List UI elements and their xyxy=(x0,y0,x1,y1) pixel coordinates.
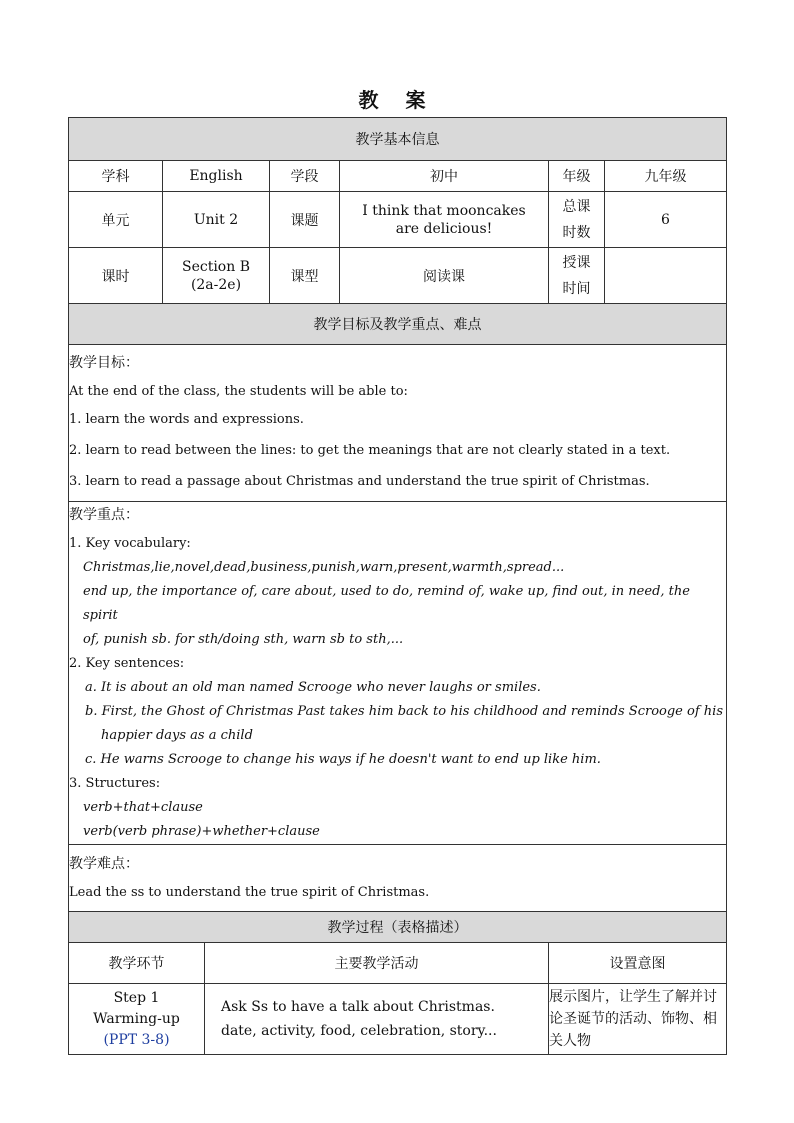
page-title: 教 案 xyxy=(358,88,436,112)
step1-activity xyxy=(205,984,549,1055)
lesson-type-value: 阅读课 xyxy=(340,248,549,304)
total-hours-value: 6 xyxy=(605,192,727,248)
total-hours-label xyxy=(549,192,605,248)
key-sentence-continued: happier days as a child xyxy=(101,728,253,743)
step1-activity-line: date, activity, food, celebration, story... xyxy=(221,1023,497,1039)
total-hours-label-line1: 总课 xyxy=(562,198,591,215)
key-sentence: c. He warns Scrooge to change his ways if he doesn't want to end up like him. xyxy=(85,752,601,767)
key-sentence: a. It is about an old man named Scrooge who never laughs or smiles. xyxy=(85,680,541,695)
unit-label: 单元 xyxy=(69,192,163,248)
topic-value: I think that mooncakes are delicious! xyxy=(340,192,549,248)
unit-value: Unit 2 xyxy=(163,192,270,248)
period-label: 课时 xyxy=(69,248,163,304)
class-time-label-line2: 时间 xyxy=(562,280,591,297)
difficulty-text: Lead the ss to understand the true spirit of Christmas. xyxy=(69,885,430,900)
section-header-process: 教学过程（表格描述） xyxy=(69,912,727,943)
objectives-cell xyxy=(69,345,727,502)
period-value xyxy=(163,248,270,304)
grade-value: 九年级 xyxy=(605,161,727,192)
difficulty-heading: 教学难点： xyxy=(69,856,139,872)
step1-subtitle: Warming-up xyxy=(93,1010,180,1027)
class-time-label-line1: 授课 xyxy=(562,254,591,271)
topic-label: 课题 xyxy=(270,192,340,248)
stage-value: 初中 xyxy=(340,161,549,192)
step1-ppt-ref: (PPT 3-8) xyxy=(103,1031,170,1048)
step1-title: Step 1 xyxy=(113,989,160,1006)
process-header-activity: 主要教学活动 xyxy=(205,943,549,984)
difficulty-cell xyxy=(69,845,727,912)
key-sentences-title: 2. Key sentences: xyxy=(69,656,185,671)
section-header-basic-info: 教学基本信息 xyxy=(69,118,727,161)
step1-purpose: 展示图片，让学生了解并讨论圣诞节的活动、饰物、相关人物 xyxy=(549,984,727,1055)
objectives-heading: 教学目标： xyxy=(69,354,139,371)
objective-item: 1. learn the words and expressions. xyxy=(69,411,304,427)
process-header-purpose: 设置意图 xyxy=(549,943,727,984)
process-header-step: 教学环节 xyxy=(69,943,205,984)
step1-name xyxy=(69,984,205,1055)
section-header-goals: 教学目标及教学重点、难点 xyxy=(69,304,727,345)
stage-label: 学段 xyxy=(270,161,340,192)
key-points-cell xyxy=(69,502,727,845)
key-points-heading: 教学重点： xyxy=(69,507,139,523)
structure-item: verb+that+clause xyxy=(83,800,203,815)
class-time-value xyxy=(605,248,727,304)
key-vocabulary-line: of, punish sb. for sth/doing sth, warn sb to sth,... xyxy=(83,632,404,647)
subject-value: English xyxy=(163,161,270,192)
period-value-line1: Section B xyxy=(181,258,250,275)
structure-item: verb(verb phrase)+whether+clause xyxy=(83,824,320,839)
period-value-line2: (2a-2e) xyxy=(190,276,242,293)
objectives-intro: At the end of the class, the students will be able to: xyxy=(69,383,408,399)
lesson-plan-table xyxy=(68,117,727,1055)
total-hours-label-line2: 时数 xyxy=(562,224,591,241)
subject-label: 学科 xyxy=(69,161,163,192)
key-sentence: b. First, the Ghost of Christmas Past takes him back to his childhood and reminds Scrooge of his xyxy=(85,704,723,719)
key-vocabulary-line: end up, the importance of, care about, used to do, remind of, wake up, find out, in need, the spirit xyxy=(83,584,690,623)
objective-item: 3. learn to read a passage about Christmas and understand the true spirit of Christmas. xyxy=(69,473,650,489)
class-time-label xyxy=(549,248,605,304)
key-vocabulary-title: 1. Key vocabulary: xyxy=(69,536,191,551)
structures-title: 3. Structures: xyxy=(69,776,161,791)
step1-activity-line: Ask Ss to have a talk about Christmas. xyxy=(221,999,495,1015)
key-vocabulary-line: Christmas,lie,novel,dead,business,punish,warn,present,warmth,spread... xyxy=(83,560,565,575)
objective-item: 2. learn to read between the lines: to get the meanings that are not clearly stated in a text. xyxy=(69,442,671,458)
grade-label: 年级 xyxy=(549,161,605,192)
lesson-type-label: 课型 xyxy=(270,248,340,304)
